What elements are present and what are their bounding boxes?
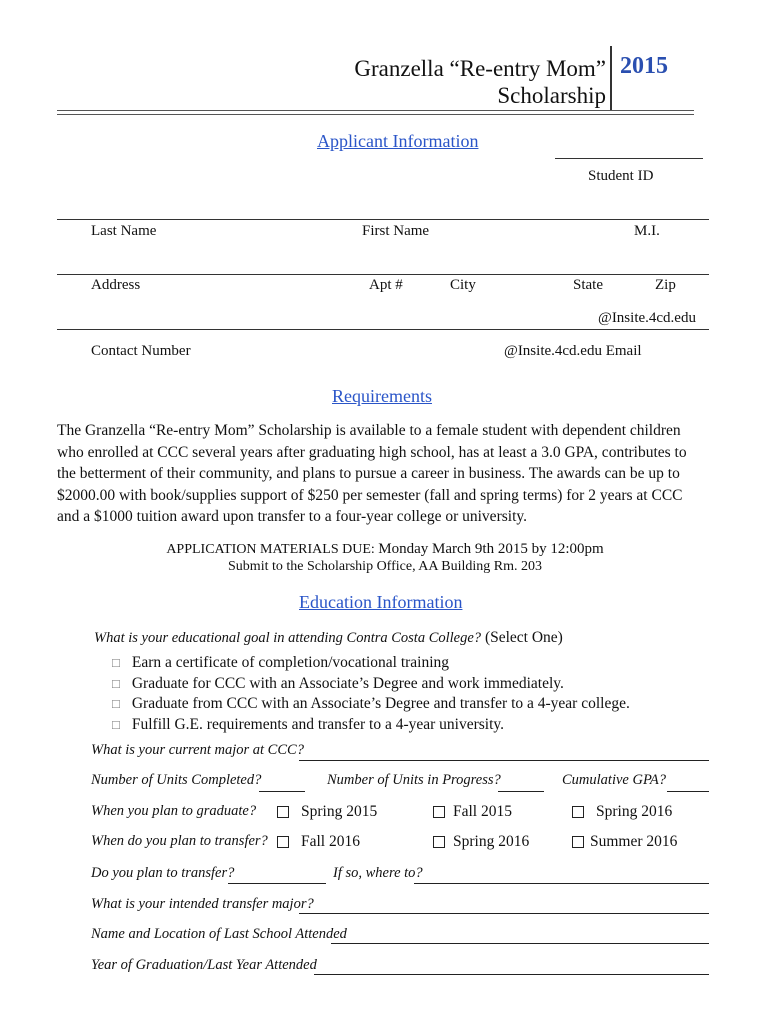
graduate-option-label: Spring 2016	[596, 803, 673, 820]
graduate-option-label: Spring 2015	[301, 803, 378, 820]
requirements-line: who enrolled at CCC several years after graduating high school, has at least a 3.0 GPA, contributes to	[57, 443, 687, 461]
form-title-line1: Granzella “Re-entry Mom”	[354, 56, 606, 81]
goal-option-label: Earn a certificate of completion/vocational training	[131, 654, 450, 671]
units-progress-question: Number of Units in Progress?	[327, 772, 501, 788]
requirements-line: the betterment of their community, and plans to pursue a career in business. The awards can be up to	[57, 465, 680, 482]
requirements-line: and a $1000 tuition award upon transfer to a four-year college or university.	[57, 508, 527, 525]
units-completed-line[interactable]	[259, 790, 305, 792]
transfer-option-label: Fall 2016	[301, 833, 360, 850]
last-name-label: Last Name	[91, 223, 157, 239]
name-line[interactable]	[57, 219, 709, 220]
goal-option-label: Fulfill G.E. requirements and transfer to a 4-year university.	[131, 715, 505, 733]
apt-label: Apt #	[369, 277, 403, 293]
where-answer-line[interactable]	[414, 882, 709, 884]
submit-location: Submit to the Scholarship Office, AA Building Rm. 203	[228, 559, 542, 574]
zip-label: Zip	[655, 277, 676, 293]
checkbox-icon[interactable]	[277, 806, 289, 818]
email-label: @Insite.4cd.edu Email	[504, 343, 642, 359]
checkbox-icon[interactable]: □	[112, 675, 120, 691]
requirements-paragraph	[57, 420, 717, 528]
requirements-line: The Granzella “Re-entry Mom” Scholarship is available to a female student with dependent children	[57, 422, 681, 439]
last-school-line[interactable]	[331, 942, 709, 944]
intended-major-line[interactable]	[299, 912, 709, 914]
requirements-heading: Requirements	[332, 386, 432, 406]
grad-year-question: Year of Graduation/Last Year Attended	[91, 957, 317, 973]
city-label: City	[450, 277, 476, 293]
intended-major-question: What is your intended transfer major?	[91, 896, 314, 912]
goal-option[interactable]	[112, 674, 630, 695]
form-title	[300, 55, 606, 109]
goal-question	[94, 629, 563, 647]
education-heading: Education Information	[299, 592, 463, 612]
transfer-when-question: When do you plan to transfer?	[91, 833, 268, 849]
transfer-option-label: Summer 2016	[590, 833, 678, 850]
goal-option-label: Graduate from CCC with an Associate’s Degree and transfer to a 4-year college.	[131, 695, 630, 712]
graduate-question: When you plan to graduate?	[91, 803, 257, 819]
goal-options	[112, 653, 630, 735]
checkbox-icon[interactable]	[433, 806, 445, 818]
insite-label: @Insite.4cd.edu	[598, 310, 696, 326]
goal-option[interactable]	[112, 694, 630, 715]
student-id-label: Student ID	[588, 168, 654, 184]
major-input-line[interactable]	[299, 759, 709, 761]
units-completed-question: Number of Units Completed?	[91, 772, 262, 788]
checkbox-icon[interactable]	[572, 806, 584, 818]
checkbox-icon[interactable]	[433, 836, 445, 848]
checkbox-icon[interactable]	[572, 836, 584, 848]
units-progress-line[interactable]	[498, 790, 544, 792]
gpa-question: Cumulative GPA?	[562, 772, 667, 788]
contact-line[interactable]	[57, 329, 709, 330]
due-prefix: APPLICATION MATERIALS DUE:	[166, 542, 379, 557]
where-question: If so, where to?	[333, 865, 423, 881]
state-label: State	[573, 277, 603, 293]
goal-select-note: (Select One)	[481, 629, 563, 646]
applicant-heading: Applicant Information	[317, 131, 479, 151]
checkbox-icon[interactable]: □	[112, 696, 120, 711]
transfer-option-label: Spring 2016	[453, 833, 530, 850]
transfer-question: Do you plan to transfer?	[91, 865, 235, 881]
requirements-line: $2000.00 with book/supplies support of $250 per semester (fall and spring terms) for 2 years at CCC	[57, 486, 683, 504]
gpa-line[interactable]	[667, 790, 709, 792]
checkbox-icon[interactable]: □	[112, 716, 120, 732]
form-year: 2015	[620, 53, 668, 79]
goal-option[interactable]	[112, 715, 630, 736]
header-rule	[57, 110, 694, 115]
mi-label: M.I.	[634, 223, 660, 239]
goal-option-label: Graduate for CCC with an Associate’s Degree and work immediately.	[131, 674, 564, 692]
goal-question-text: What is your educational goal in attending Contra Costa College?	[94, 630, 482, 646]
first-name-label: First Name	[362, 223, 430, 239]
transfer-answer-line[interactable]	[228, 882, 326, 884]
checkbox-icon[interactable]: □	[112, 655, 120, 670]
checkbox-icon[interactable]	[277, 836, 289, 848]
due-date: Monday March 9th 2015 by 12:00pm	[378, 541, 604, 557]
due-notice	[57, 541, 713, 575]
form-title-line2: Scholarship	[497, 83, 606, 108]
title-divider	[610, 46, 612, 110]
address-line[interactable]	[57, 274, 709, 275]
last-school-question: Name and Location of Last School Attended	[91, 926, 347, 942]
major-question: What is your current major at CCC?	[91, 742, 304, 758]
address-label: Address	[91, 277, 141, 293]
student-id-line[interactable]	[555, 158, 703, 159]
goal-option[interactable]	[112, 653, 630, 674]
graduate-option-label: Fall 2015	[453, 803, 512, 820]
contact-number-label: Contact Number	[91, 343, 191, 359]
grad-year-line[interactable]	[314, 973, 709, 975]
